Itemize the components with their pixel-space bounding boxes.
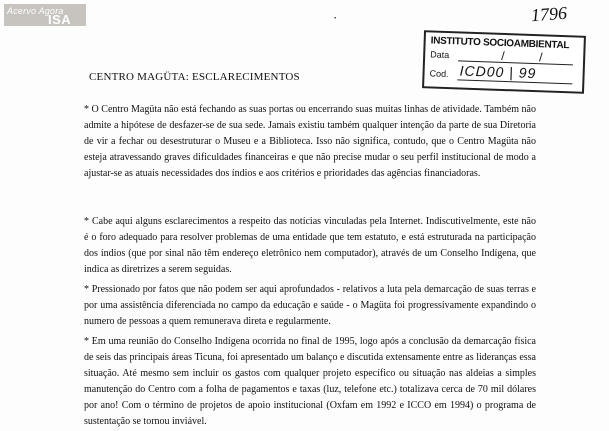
archive-stamp	[422, 30, 586, 94]
logo-text-top: Acervo Agora	[7, 6, 64, 16]
stamp-code-label: Cod.	[429, 68, 449, 80]
stamp-date-slash: /	[500, 48, 505, 64]
page-mark: ·	[333, 10, 338, 25]
archive-logo	[4, 4, 86, 26]
paragraph	[84, 214, 536, 278]
logo-text-isa: ISA	[48, 12, 72, 27]
paragraph	[84, 334, 536, 429]
handwritten-page-number: 1796	[530, 2, 568, 26]
stamp-code-value: ICD00 | 99	[459, 62, 537, 82]
stamp-institution: INSTITUTO SOCIOAMBIENTAL	[430, 35, 570, 52]
paragraph-text: * Em uma reunião do Conselho Indígena ocorrida no final de 1995, logo após a conclusão da demarcação física de seis das principais áreas Ticuna, foi apresentado um balanço e discutida extensamente entre as lideranças essa situação. Até mesmo sem incluir os gastos com qualquer projeto específico ou situação nas aldeias a simples manutenção do Centro com a folha de pagamentos e taxas (luz, telefone etc.) totalizava cerca de 70 mil dólares por ano! Com o término de projetos de apoio institucional (Oxfam em 1992 e ICCO em 1994) o programa de sustentação se tornou inviável.	[84, 336, 536, 427]
paragraph-text: * Cabe aqui alguns esclarecimentos a respeito das notícias vinculadas pela Internet. Indiscutivelmente, este não é o foro adequado para resolver problemas de uma entidade que tem estatuto, e está estruturada na participação dos índios (que por sinal não têm endereço eletrônico nem computador), através de um Conselho Indígena, que indica as diretrizes a serem seguidas.	[84, 216, 536, 275]
document-title: CENTRO MAGÜTA: ESCLARECIMENTOS	[89, 71, 300, 83]
paragraph-text: * O Centro Magüta não está fechando as suas portas ou encerrando suas muitas linhas de atividade. Também não admite a hipótese de desfazer-se de sua sede. Jamais existiu também qualquer intenção da parte de sua Diretoria de vir a fechar ou desestruturar o Museu e a Biblioteca. Isso não significa, contudo, que o Centro Magüta não esteja atravessando graves dificuldades financeiras e que não precise mudar o seu perfil institucional de modo a ajustar-se as atuais necessidades dos índios e aos critérios e prioridades das agências financiadoras.	[84, 104, 536, 179]
paragraph-text: * Pressionado por fatos que não podem ser aqui aprofundados - relativos a luta pela demarcação de suas terras e por uma assistência diferenciada no campo da educação e saúde - o Magüta foi progressivamente expandindo o numero de pessoas a quem remunerava direta e regularmente.	[84, 284, 536, 327]
stamp-date-slash: /	[538, 50, 543, 65]
stamp-date-label: Data	[430, 49, 450, 61]
paragraph	[84, 282, 536, 330]
paragraph	[84, 102, 536, 182]
